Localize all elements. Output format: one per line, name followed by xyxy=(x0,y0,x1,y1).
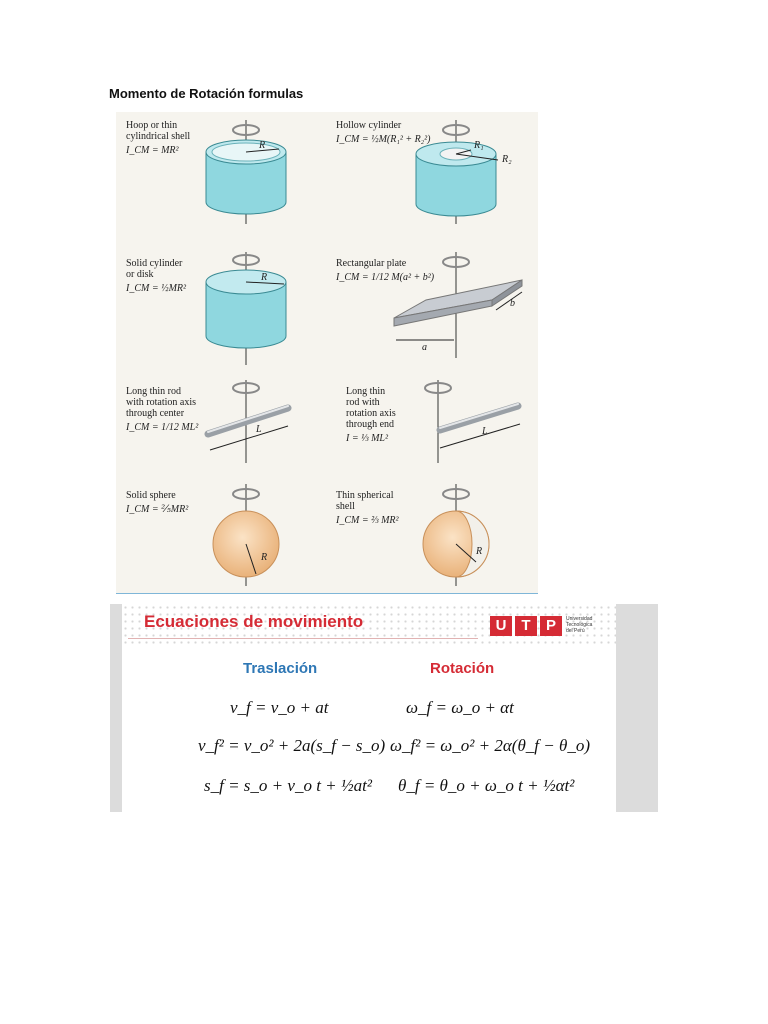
logo-letter-t: T xyxy=(515,616,537,636)
rod-center-formula: I_CM = 1/12 ML² xyxy=(126,422,199,433)
outer-radius-label: R₂ xyxy=(502,154,512,165)
rotation-equation-angle: θ_f = θ_o + ω_o t + ½αt² xyxy=(398,776,575,795)
solid-sphere-formula: I_CM = ⅖MR² xyxy=(126,504,189,515)
rod-center-label: Long thin rod with rotation axis through center I_CM = 1/12 ML² xyxy=(126,386,218,433)
translation-equation-velocity-squared: v_f² = v_o² + 2a(s_f − s_o) xyxy=(198,736,386,755)
plate-width-label: a xyxy=(422,342,427,353)
inner-radius-label: R₁ xyxy=(474,140,484,151)
spherical-shell-label: Thin spherical shell I_CM = ⅔ MR² xyxy=(336,490,428,526)
rod-end-formula: I = ⅓ ML² xyxy=(346,433,388,444)
logo-letter-u: U xyxy=(490,616,512,636)
spherical-shell-formula: I_CM = ⅔ MR² xyxy=(336,515,399,526)
moment-of-inertia-figure xyxy=(116,112,538,594)
hollow-cylinder-label: Hollow cylinder I_CM = ½M(R₁² + R₂²) xyxy=(336,120,431,145)
hoop-radius-label: R xyxy=(259,140,266,151)
shell-radius-label: R xyxy=(476,546,483,557)
rotation-equation-angular-velocity-squared: ω_f² = ω_o² + 2α(θ_f − θ_o) xyxy=(390,736,591,755)
solid-cylinder-radius-label: R xyxy=(261,272,268,283)
solid-cylinder-label: Solid cylinder or disk I_CM = ½MR² xyxy=(126,258,218,294)
solid-sphere-radius-label: R xyxy=(261,552,268,563)
solid-sphere-cell xyxy=(116,482,321,602)
solid-sphere-label: Solid sphere I_CM = ⅖MR² xyxy=(126,490,218,515)
slide-content xyxy=(122,604,616,812)
logo-university-text: Universidad Tecnológica del Perú xyxy=(566,616,593,634)
rod-center-cell xyxy=(116,378,321,498)
equations-slide xyxy=(110,604,658,812)
spherical-shell-cell xyxy=(326,482,531,602)
translation-equation-velocity: v_f = v_o + at xyxy=(230,698,329,717)
hoop-formula: I_CM = MR² xyxy=(126,145,179,156)
slide-title: Ecuaciones de movimiento xyxy=(144,612,364,631)
figure-bottom-rule xyxy=(116,593,538,594)
slide-title-divider xyxy=(128,638,478,639)
rectangular-plate-formula: I_CM = 1/12 M(a² + b²) xyxy=(336,272,435,283)
hoop-label: Hoop or thin cylindrical shell I_CM = MR² xyxy=(126,120,218,156)
hollow-cylinder-formula: I_CM = ½M(R₁² + R₂²) xyxy=(336,134,431,145)
rod-end-length-label: L xyxy=(482,426,488,437)
rod-end-label: Long thin rod with rotation axis through end I = ⅓ ML² xyxy=(346,386,438,444)
rectangular-plate-label: Rectangular plate I_CM = 1/12 M(a² + b²) xyxy=(336,258,435,283)
translation-equation-position: s_f = s_o + v_o t + ½at² xyxy=(204,776,372,795)
solid-cylinder-formula: I_CM = ½MR² xyxy=(126,283,187,294)
rod-end-cell xyxy=(326,378,531,498)
rotation-equation-angular-velocity: ω_f = ω_o + αt xyxy=(406,698,514,717)
rod-center-length-label: L xyxy=(256,424,262,435)
plate-length-label: b xyxy=(510,298,515,309)
hollow-cylinder-cell xyxy=(326,112,531,232)
hoop-cell xyxy=(116,112,321,232)
solid-cylinder-cell xyxy=(116,250,321,370)
rectangular-plate-cell xyxy=(326,250,531,370)
rotation-heading: Rotación xyxy=(430,660,495,677)
utp-logo xyxy=(490,614,608,642)
document-title: Momento de Rotación formulas xyxy=(109,86,304,101)
logo-letter-p: P xyxy=(540,616,562,636)
translation-heading: Traslación xyxy=(243,660,318,677)
